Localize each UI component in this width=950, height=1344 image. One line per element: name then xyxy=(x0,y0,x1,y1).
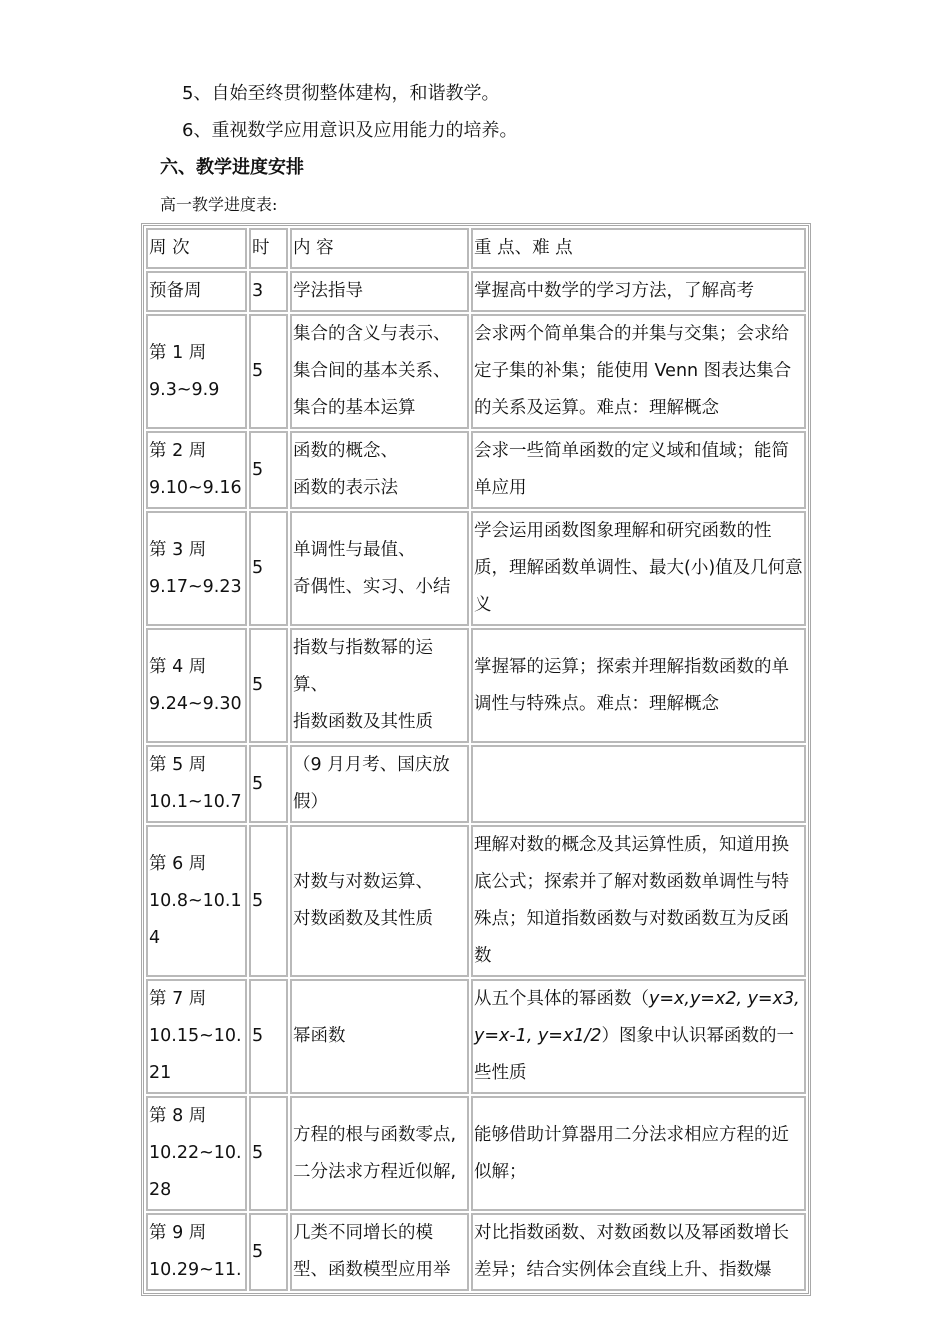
header-content: 内 容 xyxy=(290,228,469,269)
table-row xyxy=(146,825,806,977)
week-dates: 10.29~11. xyxy=(149,1260,242,1280)
table-header-row xyxy=(146,228,806,269)
focus-cell xyxy=(471,745,806,823)
header-hours: 时 xyxy=(249,228,288,269)
week-cell xyxy=(146,431,247,509)
table-row xyxy=(146,628,806,743)
content-cell xyxy=(290,431,469,509)
hours-cell: 5 xyxy=(249,1096,288,1211)
focus-cell: 掌握高中数学的学习方法，了解高考 xyxy=(471,271,806,312)
week-label: 第 9 周 xyxy=(149,1223,207,1243)
focus-text-post: ）图象中认识幂函数的一些性质 xyxy=(474,1026,794,1083)
week-label: 第 4 周 xyxy=(149,656,207,677)
focus-cell: 学会运用函数图象理解和研究函数的性质，理解函数单调性、最大(小)值及几何意义 xyxy=(471,511,806,626)
week-label: 第 7 周 xyxy=(149,989,207,1009)
hours-cell: 5 xyxy=(249,628,288,743)
content-line: 函数的概念、 xyxy=(293,441,398,461)
week-cell xyxy=(146,1096,247,1211)
focus-cell: 能够借助计算器用二分法求相应方程的近似解； xyxy=(471,1096,806,1211)
week-cell xyxy=(146,511,247,626)
content-line: 函数的表示法 xyxy=(293,478,398,498)
table-caption: 高一教学进度表: xyxy=(160,195,278,214)
table-row xyxy=(146,1096,806,1211)
schedule-table xyxy=(141,223,811,1296)
focus-cell: 会求一些简单函数的定义域和值域；能简单应用 xyxy=(471,431,806,509)
hours-cell: 5 xyxy=(249,1213,288,1291)
focus-cell: 对比指数函数、对数函数以及幂函数增长差异；结合实例体会直线上升、指数爆 xyxy=(471,1213,806,1291)
hours-cell: 5 xyxy=(249,314,288,429)
content-line: 单调性与最值、 xyxy=(293,539,416,560)
content-cell xyxy=(290,1096,469,1211)
week-dates: 9.24~9.30 xyxy=(149,693,242,714)
header-week: 周 次 xyxy=(146,228,247,269)
focus-cell: 掌握幂的运算；探索并理解指数函数的单调性与特殊点。难点：理解概念 xyxy=(471,628,806,743)
content-line: 对数函数及其性质 xyxy=(293,909,433,929)
section-heading: 六、教学进度安排 xyxy=(160,157,304,178)
week-dates: 10.22~10.28 xyxy=(149,1143,242,1200)
week-cell xyxy=(146,745,247,823)
paragraph-item-5: 5、自始至终贯彻整体建构，和谐教学。 xyxy=(182,83,500,104)
focus-cell: 会求两个简单集合的并集与交集；会求给定子集的补集；能使用 Venn 图表达集合的关系及运算。难点：理解概念 xyxy=(471,314,806,429)
week-cell xyxy=(146,979,247,1094)
week-dates: 10.1~10.7 xyxy=(149,792,242,812)
content-cell xyxy=(290,511,469,626)
week-label: 第 2 周 xyxy=(149,441,207,461)
week-dates: 9.17~9.23 xyxy=(149,576,242,597)
focus-cell xyxy=(471,979,806,1094)
hours-cell: 5 xyxy=(249,745,288,823)
hours-cell: 5 xyxy=(249,511,288,626)
table-row xyxy=(146,431,806,509)
content-cell: 幂函数 xyxy=(290,979,469,1094)
week-label: 第 1 周 xyxy=(149,342,207,363)
week-cell xyxy=(146,314,247,429)
content-line: 奇偶性、实习、小结 xyxy=(293,576,451,597)
week-label: 预备周 xyxy=(149,281,202,301)
header-focus: 重 点、难 点 xyxy=(471,228,806,269)
week-label: 第 3 周 xyxy=(149,539,207,560)
power-function-formulas: y=x,y=x2, y=x3, y=x-1, y=x1/2 xyxy=(474,989,800,1046)
content-line: 二分法求方程近似解, xyxy=(293,1161,457,1182)
content-line: 方程的根与函数零点, xyxy=(293,1124,457,1145)
content-cell: 集合的含义与表示、集合间的基本关系、集合的基本运算 xyxy=(290,314,469,429)
hours-cell: 5 xyxy=(249,825,288,977)
week-cell xyxy=(146,271,247,312)
focus-cell: 理解对数的概念及其运算性质，知道用换底公式；探索并了解对数函数单调性与特殊点；知道指数函数与对数函数互为反函数 xyxy=(471,825,806,977)
content-cell xyxy=(290,825,469,977)
hours-cell: 5 xyxy=(249,979,288,1094)
table-row xyxy=(146,1213,806,1291)
table-row xyxy=(146,511,806,626)
focus-text-pre: 从五个具体的幂函数（ xyxy=(474,989,649,1009)
table-row xyxy=(146,314,806,429)
content-cell: 学法指导 xyxy=(290,271,469,312)
hours-cell: 3 xyxy=(249,271,288,312)
week-label: 第 5 周 xyxy=(149,755,207,775)
content-line: 指数函数及其性质 xyxy=(293,712,433,732)
week-dates: 10.15~10.21 xyxy=(149,1026,242,1083)
content-cell xyxy=(290,628,469,743)
week-cell xyxy=(146,628,247,743)
week-dates: 9.10~9.16 xyxy=(149,478,242,498)
content-line: 对数与对数运算、 xyxy=(293,872,433,892)
table-row xyxy=(146,271,806,312)
content-cell: （9 月月考、国庆放假） xyxy=(290,745,469,823)
week-dates: 10.8~10.14 xyxy=(149,890,242,948)
table-row xyxy=(146,745,806,823)
table-row xyxy=(146,979,806,1094)
hours-cell: 5 xyxy=(249,431,288,509)
paragraph-item-6: 6、重视数学应用意识及应用能力的培养。 xyxy=(182,120,518,141)
content-line: 指数与指数幂的运算、 xyxy=(293,638,433,695)
week-cell xyxy=(146,825,247,977)
week-cell xyxy=(146,1213,247,1291)
content-cell: 几类不同增长的模型、函数模型应用举 xyxy=(290,1213,469,1291)
week-label: 第 8 周 xyxy=(149,1106,207,1126)
week-dates: 9.3~9.9 xyxy=(149,379,220,400)
week-label: 第 6 周 xyxy=(149,853,207,874)
